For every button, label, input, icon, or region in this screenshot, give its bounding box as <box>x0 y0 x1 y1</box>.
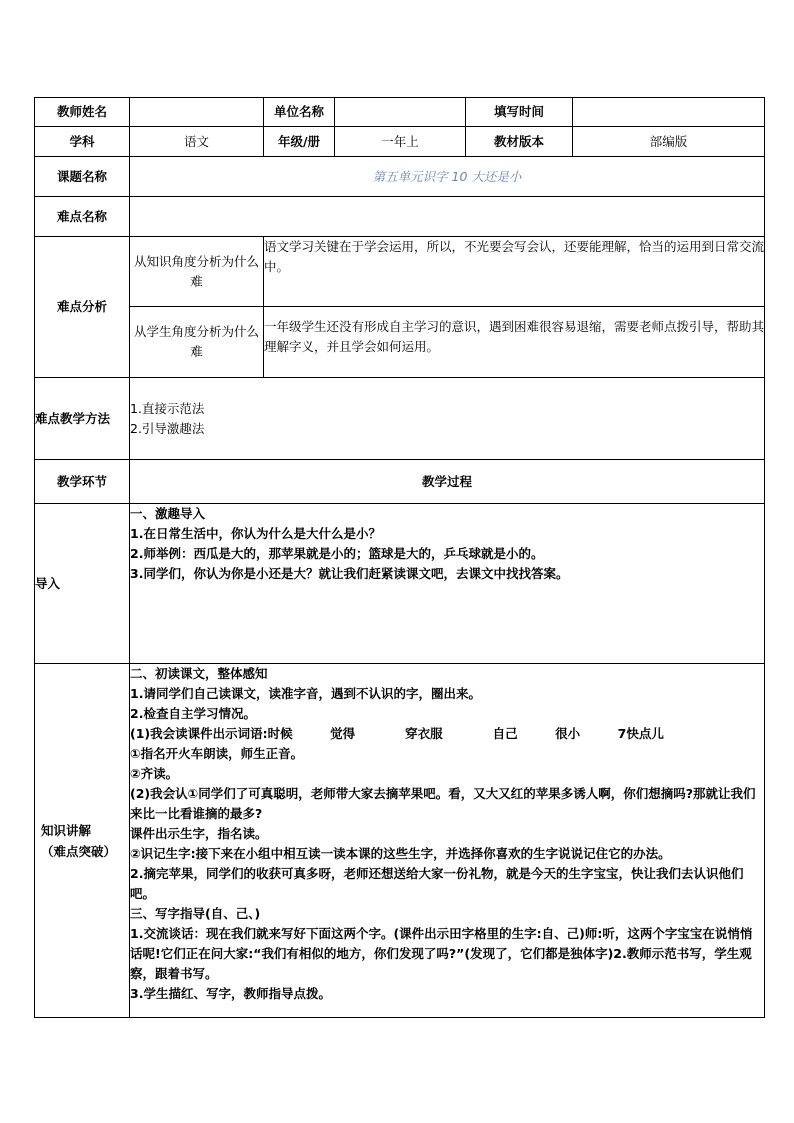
teaching-methods-label: 难点教学方法 <box>35 378 130 460</box>
subject-label: 学科 <box>35 127 130 157</box>
intro-row <box>35 504 765 664</box>
knowledge-line: ①指名开火车朗读，师生正音。 <box>130 746 304 761</box>
teaching-stage-label: 教学环节 <box>35 460 130 504</box>
intro-line: 2.师举例：西瓜是大的，那苹果就是小的；篮球是大的，乒乓球就是小的。 <box>130 546 544 561</box>
topic-value: 第五单元识字 10 大还是小 <box>130 157 765 197</box>
knowledge-line: ②识记生字:接下来在小组中相互读一读本课的这些生字，并选择你喜欢的生字说说记住它的办法。 <box>130 846 671 861</box>
teacher-name-value[interactable] <box>130 98 264 127</box>
grade-label: 年级/册 <box>264 127 335 157</box>
knowledge-line: 二、初读课文，整体感知 <box>130 666 268 681</box>
student-angle-answer: 一年级学生还没有形成自主学习的意识，遇到困难很容易退缩，需要老师点拨引导，帮助其理解字义，并且学会如何运用。 <box>264 307 765 378</box>
knowledge-line: ②齐读。 <box>130 766 179 781</box>
difficulty-name-row <box>35 197 765 237</box>
analysis-row-knowledge <box>35 237 765 307</box>
knowledge-line: 2.摘完苹果，同学们的收获可真多呀，老师还想送给大家一份礼物，就是今天的生字宝宝，快让我们去认识他们吧。 <box>130 866 744 901</box>
knowledge-line: (1)我会读课件出示词语:时候 觉得 穿衣服 自己 很小 7快点儿 <box>130 726 664 741</box>
header-row-2 <box>35 127 765 157</box>
intro-line: 一、激趣导入 <box>130 506 206 521</box>
teaching-methods-list <box>130 378 765 460</box>
knowledge-label-main: 知识讲解 <box>41 822 92 838</box>
knowledge-content <box>130 664 765 1018</box>
knowledge-line: 2.检查自主学习情况。 <box>130 706 256 721</box>
intro-line: 3.同学们，你认为你是小还是大？就让我们赶紧读课文吧，去课文中找找答案。 <box>130 566 569 581</box>
difficulty-name-value[interactable] <box>130 197 765 237</box>
knowledge-line: (2)我会认①同学们了可真聪明，老师带大家去摘苹果吧。看，又大又红的苹果多诱人啊，你们想摘吗?那就让我们来比一比看谁摘的最多? <box>130 786 756 821</box>
unit-name-label: 单位名称 <box>264 98 335 127</box>
topic-label: 课题名称 <box>35 157 130 197</box>
difficulty-name-label: 难点名称 <box>35 197 130 237</box>
knowledge-line: 3.学生描红、写字，教师指导点拨。 <box>130 986 331 1001</box>
student-angle-question: 从学生角度分析为什么难 <box>130 307 264 378</box>
grade-value: 一年上 <box>335 127 466 157</box>
teaching-process-label: 教学过程 <box>130 460 765 504</box>
edition-value: 部编版 <box>573 127 765 157</box>
knowledge-row <box>35 664 765 1018</box>
teacher-name-label: 教师姓名 <box>35 98 130 127</box>
fill-date-value[interactable] <box>573 98 765 127</box>
difficulty-analysis-label: 难点分析 <box>35 237 130 378</box>
knowledge-line: 课件出示生字，指名读。 <box>130 826 268 841</box>
intro-content <box>130 504 765 664</box>
knowledge-label <box>35 664 130 1018</box>
knowledge-angle-answer: 语文学习关键在于学会运用，所以，不光要会写会认，还要能理解，恰当的运用到日常交流中。 <box>264 237 765 307</box>
subject-value: 语文 <box>130 127 264 157</box>
header-row-1 <box>35 98 765 127</box>
analysis-row-student <box>35 307 765 378</box>
topic-row <box>35 157 765 197</box>
methods-row <box>35 378 765 460</box>
lesson-plan-table <box>34 97 765 1018</box>
knowledge-angle-question: 从知识角度分析为什么难 <box>130 237 264 307</box>
knowledge-line: 1.请同学们自己读课文，读准字音，遇到不认识的字，圈出来。 <box>130 686 481 701</box>
process-header-row <box>35 460 765 504</box>
edition-label: 教材版本 <box>466 127 573 157</box>
knowledge-label-sub: （难点突破） <box>41 843 117 859</box>
knowledge-line: 1.交流谈话：现在我们就来写好下面这两个字。(课件出示田字格里的生字:自、己)师:听，这两个字宝宝在说悄悄话呢!它们正在问大家:“我们有相似的地方，你们发现了吗?”(发现了，它们都是独体字)2.教师示范书写，学生观察，跟着书写。 <box>130 926 753 981</box>
method-item: 1.直接示范法 <box>130 400 205 416</box>
intro-label: 导入 <box>35 504 130 664</box>
unit-name-value[interactable] <box>335 98 466 127</box>
fill-date-label: 填写时间 <box>466 98 573 127</box>
method-item: 2.引导激趣法 <box>130 420 205 436</box>
intro-line: 1.在日常生活中，你认为什么是大什么是小？ <box>130 526 381 541</box>
knowledge-line: 三、写字指导(自、己、) <box>130 906 261 921</box>
